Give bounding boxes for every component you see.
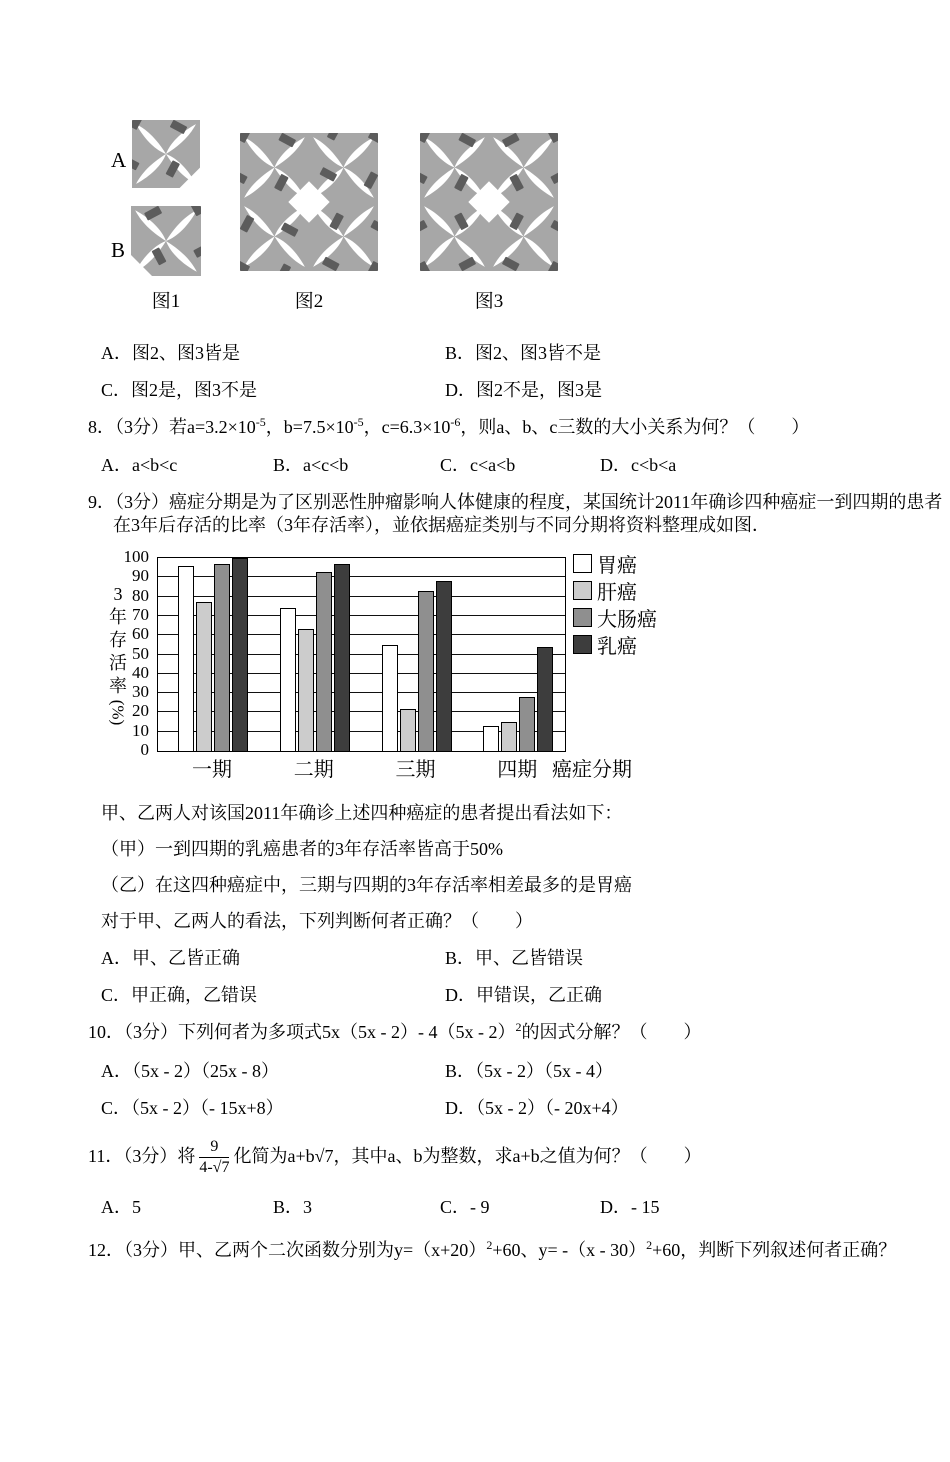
chart-y-tick-label: 100 — [123, 547, 149, 566]
legend-swatch-肝癌 — [573, 581, 592, 600]
chart-y-tick-label: 0 — [140, 740, 149, 759]
q12-exponent-1: 2 — [486, 1237, 493, 1252]
chart-bar-乳癌-二期 — [334, 564, 350, 751]
q10-options-row-2 — [101, 1097, 950, 1120]
legend-swatch-乳癌 — [573, 635, 592, 654]
chart-x-tick-label: 二期 — [293, 759, 334, 781]
chart-bar-胃癌-四期 — [483, 726, 499, 751]
chart-y-tick-label: 80 — [132, 585, 149, 605]
chart-y-axis-title-char: 3 — [113, 584, 123, 604]
q11-stem — [88, 1138, 943, 1178]
chart-legend — [573, 550, 657, 658]
q9-statement-ask: 对于甲、乙两人的看法，下列判断何者正确？（ ） — [101, 911, 533, 931]
q7-options-row-1 — [101, 342, 950, 365]
q9-option-d: D．甲错误，乙正确 — [445, 985, 602, 1005]
figure-1-caption: 图1 — [151, 291, 181, 312]
figure-3-caption: 图3 — [474, 291, 504, 312]
q11-fraction-numerator: 9 — [210, 1138, 219, 1155]
q8-exponent-3: -6 — [450, 415, 461, 429]
q11-option-b: B．3 — [273, 1196, 313, 1217]
chart-bar-大肠癌-三期 — [418, 591, 434, 751]
legend-item-乳癌 — [573, 631, 657, 658]
chart-bar-乳癌-三期 — [436, 581, 452, 751]
chart-y-axis-title-char: 存 — [109, 630, 127, 650]
q10-stem-text-2: 的因式分解？（ ） — [521, 1022, 702, 1042]
q12-stem-text-2: +60、y= -（x - 30） — [492, 1239, 647, 1260]
chart-y-tick-label: 10 — [132, 720, 149, 740]
q11-fraction-denominator: 4-√7 — [199, 1159, 230, 1177]
chart-x-ticks — [157, 753, 564, 781]
chart-y-tick-label: 50 — [132, 643, 149, 663]
q9-option-a: A．甲、乙皆正确 — [101, 948, 240, 968]
q9-option-c: C．甲正确，乙错误 — [101, 985, 258, 1005]
chart-bar-肝癌-四期 — [501, 722, 517, 751]
q7-option-d: D．图2不是，图3是 — [445, 380, 602, 400]
survival-rate-chart — [105, 549, 950, 789]
pattern-figure-row — [0, 118, 950, 310]
q11-option-c: C．- 9 — [440, 1196, 490, 1217]
exam-page — [0, 118, 950, 1462]
q8-option-a: A．a<b<c — [101, 455, 178, 475]
chart-x-tick-label: 一期 — [192, 759, 232, 781]
chart-bar-胃癌-一期 — [178, 566, 194, 751]
chart-bar-大肠癌-一期 — [214, 564, 230, 751]
tile-a-letter: A — [111, 148, 127, 172]
chart-y-tick-label: 90 — [132, 566, 149, 586]
tile-b-image — [131, 206, 201, 276]
q8-stem-text-4: ，则a、b、c三数的大小关系为何？（ ） — [460, 417, 810, 437]
q10-option-d: D．（5x - 2）（- 20x+4） — [445, 1098, 629, 1118]
chart-y-tick-label: 20 — [132, 701, 149, 721]
q7-options-row-2 — [101, 379, 950, 402]
q10-stem — [88, 1020, 943, 1046]
chart-y-tick-label: 30 — [132, 682, 149, 702]
q8-stem-text: 8．（3分）若a=3.2×10 — [88, 417, 256, 437]
q9-statement-jia: （甲）一到四期的乳癌患者的3年存活率皆高于50% — [101, 839, 503, 859]
q9-options-row-1 — [101, 947, 950, 970]
chart-y-axis-title-char: 活 — [109, 653, 127, 673]
figure-2-caption: 图2 — [294, 291, 324, 312]
chart-x-tick-label: 三期 — [395, 759, 436, 781]
chart-bar-胃癌-三期 — [382, 645, 398, 751]
chart-y-tick-label: 60 — [132, 624, 149, 644]
chart-bar-乳癌-四期 — [537, 647, 553, 751]
q7-option-a: A．图2、图3皆是 — [101, 343, 240, 363]
q11-stem-text: 11．（3分）将 — [88, 1146, 196, 1167]
q9-statement-yi: （乙）在这四种癌症中，三期与四期的3年存活率相差最多的是胃癌 — [101, 875, 632, 895]
chart-y-axis-title-unit: (%) — [108, 699, 128, 726]
q9-statement-intro: 甲、乙两人对该国2011年确诊上述四种癌症的患者提出看法如下： — [101, 803, 623, 823]
q12-exponent-2: 2 — [646, 1237, 653, 1252]
q7-option-c: C．图2是，图3不是 — [101, 380, 258, 400]
q11-option-d: D．- 15 — [600, 1196, 660, 1217]
q8-option-d: D．c<b<a — [600, 455, 677, 475]
q10-exponent: 2 — [515, 1020, 522, 1034]
q8-stem-text-2: ，b=7.5×10 — [265, 417, 354, 437]
q8-stem-text-3: ，c=6.3×10 — [363, 417, 451, 437]
chart-x-tick-label: 四期 — [497, 759, 538, 781]
q12-stem-text: 12．（3分）甲、乙两个二次函数分别为y=（x+20） — [88, 1239, 487, 1260]
q11-fraction-bar — [199, 1157, 229, 1158]
chart-bar-肝癌-一期 — [196, 602, 212, 751]
q8-exponent-2: -5 — [353, 415, 364, 429]
legend-item-肝癌 — [573, 577, 657, 604]
q9-stem: 9．（3分）癌症分期是为了区别恶性肿瘤影响人体健康的程度，某国统计2011年确诊四种癌症一到四期的患者在3年后存活的比率（3年存活率），並依据癌症类别与不同分期将资料整理成如图． — [88, 492, 943, 535]
legend-item-大肠癌 — [573, 604, 657, 631]
legend-label-乳癌: 乳癌 — [597, 636, 637, 658]
q11-fraction — [199, 1138, 229, 1178]
chart-y-tick-label: 70 — [132, 604, 149, 624]
q8-exponent-1: -5 — [255, 415, 266, 429]
q10-option-b: B．（5x - 2）（5x - 4） — [445, 1061, 613, 1081]
q10-stem-text: 10．（3分）下列何者为多项式5x（5x - 2）- 4（5x - 2） — [88, 1022, 516, 1042]
q10-option-c: C．（5x - 2）（- 15x+8） — [101, 1098, 284, 1118]
tile-b-letter: B — [111, 238, 126, 262]
figure-3-image — [420, 133, 558, 271]
chart-bar-肝癌-二期 — [298, 629, 314, 751]
legend-swatch-胃癌 — [573, 554, 592, 573]
q7-option-b: B．图2、图3皆不是 — [445, 343, 602, 363]
q11-options-row — [101, 1196, 950, 1219]
chart-x-axis-title: 癌症分期 — [552, 759, 632, 781]
q12-stem — [88, 1237, 943, 1264]
q9-options-row-2 — [101, 984, 950, 1007]
chart-y-tick-label: 40 — [132, 662, 149, 682]
q12-stem-text-3: +60，判断下列叙述何者正确？ — [652, 1239, 897, 1260]
figure-2-image — [240, 133, 378, 271]
legend-item-胃癌 — [573, 550, 657, 577]
chart-y-axis-title-char: 年 — [109, 607, 127, 627]
q8-option-b: B．a<c<b — [273, 455, 349, 475]
legend-label-胃癌: 胃癌 — [597, 555, 637, 577]
legend-label-肝癌: 肝癌 — [597, 582, 637, 604]
legend-swatch-大肠癌 — [573, 608, 592, 627]
q10-options-row-1 — [101, 1060, 950, 1083]
chart-bar-大肠癌-二期 — [316, 572, 332, 751]
chart-bar-胃癌-二期 — [280, 608, 296, 751]
chart-y-ticks — [115, 547, 153, 759]
q8-options-row — [101, 454, 950, 477]
chart-bar-肝癌-三期 — [400, 709, 416, 751]
q8-stem — [88, 415, 943, 441]
q10-option-a: A．（5x - 2）（25x - 8） — [101, 1061, 279, 1081]
q11-stem-text-2: 化简为a+b√7，其中a、b为整数，求a+b之值为何？（ ） — [233, 1146, 702, 1167]
chart-y-axis-title-char: 率 — [109, 676, 127, 696]
chart-bar-大肠癌-四期 — [519, 697, 535, 751]
chart-bar-乳癌-一期 — [232, 558, 248, 751]
tile-a-image — [132, 120, 200, 188]
q11-option-a: A．5 — [101, 1196, 141, 1217]
q8-option-c: C．c<a<b — [440, 455, 516, 475]
q9-option-b: B．甲、乙皆错误 — [445, 948, 584, 968]
chart-plot — [157, 557, 566, 752]
legend-label-大肠癌: 大肠癌 — [597, 609, 657, 631]
